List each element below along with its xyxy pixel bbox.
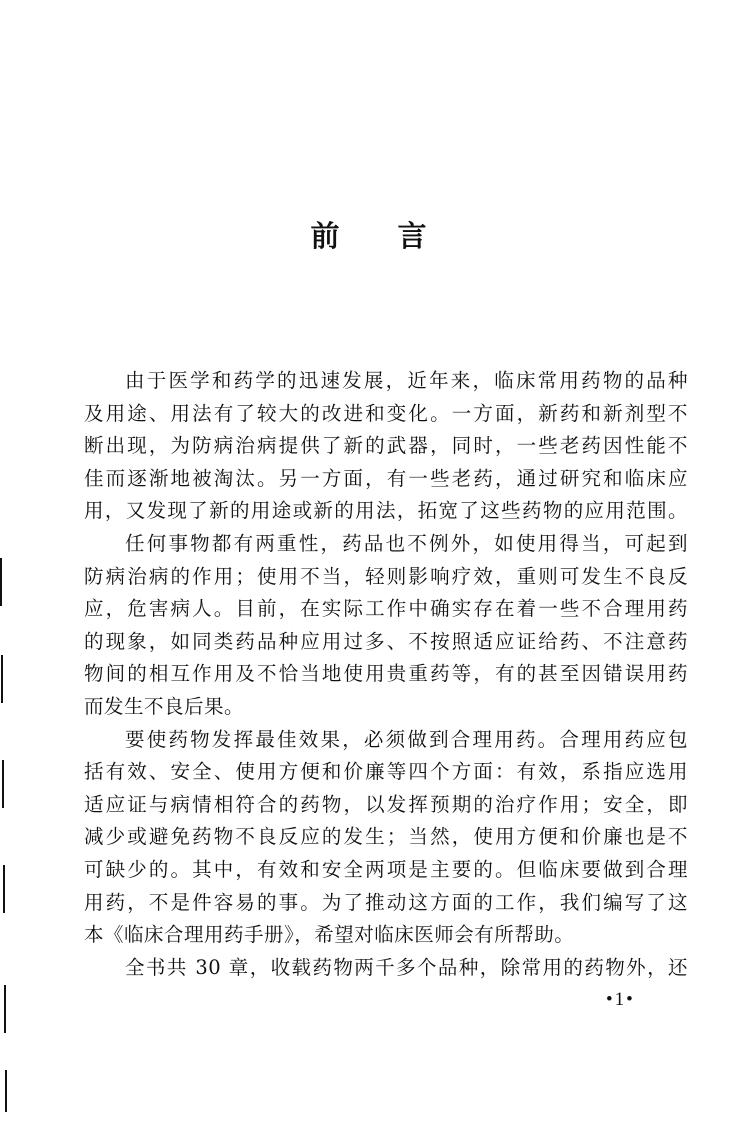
scan-edge-mark (3, 865, 5, 913)
paragraph-1 (84, 365, 688, 528)
text-line: 括有效、安全、使用方便和价廉等四个方面：有效，系指应选用 (84, 760, 688, 784)
scan-edge-mark (5, 1070, 7, 1112)
text-line: 防病治病的作用；使用不当，轻则影响疗效，重则可发生不良反 (84, 564, 688, 588)
page-title (0, 218, 737, 254)
text-line: 可缺少的。其中，有效和安全两项是主要的。但临床要做到合理 (84, 857, 688, 881)
text-line: 减少或避免药物不良反应的发生；当然，使用方便和价廉也是不 (84, 825, 688, 849)
scan-edge-mark (0, 558, 2, 606)
text-line: 物间的相互作用及不恰当地使用贵重药等，有的甚至因错误用药 (84, 662, 688, 686)
title-char-2: 言 (397, 219, 427, 253)
text-line: 本《临床合理用药手册》，希望对临床医师会有所帮助。 (84, 923, 575, 947)
scan-edge-mark (1, 655, 3, 703)
text-line: 任何事物都有两重性，药品也不例外，如使用得当，可起到 (125, 531, 688, 555)
text-line: 及用途、用法有了较大的改进和变化。一方面，新药和新剂型不 (84, 401, 688, 425)
text-line: 的现象，如同类药品种应用过多、不按照适应证给药、不注意药 (84, 629, 688, 653)
paragraph-2 (84, 528, 688, 724)
text-line: 由于医学和药学的迅速发展，近年来，临床常用药物的品种 (125, 369, 688, 392)
scan-edge-mark (4, 985, 6, 1033)
paragraph-3 (84, 724, 688, 952)
text-line: 佳而逐渐地被淘汰。另一方面，有一些老药，通过研究和临床应 (84, 466, 688, 490)
title-char-1: 前 (310, 219, 340, 253)
preface-body (84, 365, 688, 984)
paragraph-4 (84, 952, 688, 985)
text-line: 应，危害病人。目前，在实际工作中确实存在着一些不合理用药 (84, 597, 688, 621)
text-line: 用，又发现了新的用途或新的用法，拓宽了这些药物的应用范围。 (84, 499, 688, 523)
text-line: 用药，不是件容易的事。为了推动这方面的工作，我们编写了这 (84, 890, 688, 914)
text-line: 要使药物发挥最佳效果，必须做到合理用药。合理用药应包 (125, 727, 688, 751)
text-line: 而发生不良后果。 (84, 694, 245, 718)
page-number: •1• (606, 989, 635, 1010)
text-line: 全书共 30 章，收载药物两千多个品种，除常用的药物外，还 (125, 955, 688, 979)
scan-edge-mark (2, 760, 4, 808)
text-line: 适应证与病情相符合的药物，以发挥预期的治疗作用；安全，即 (84, 792, 688, 816)
text-line: 断出现，为防病治病提供了新的武器，同时，一些老药因性能不 (84, 434, 688, 458)
